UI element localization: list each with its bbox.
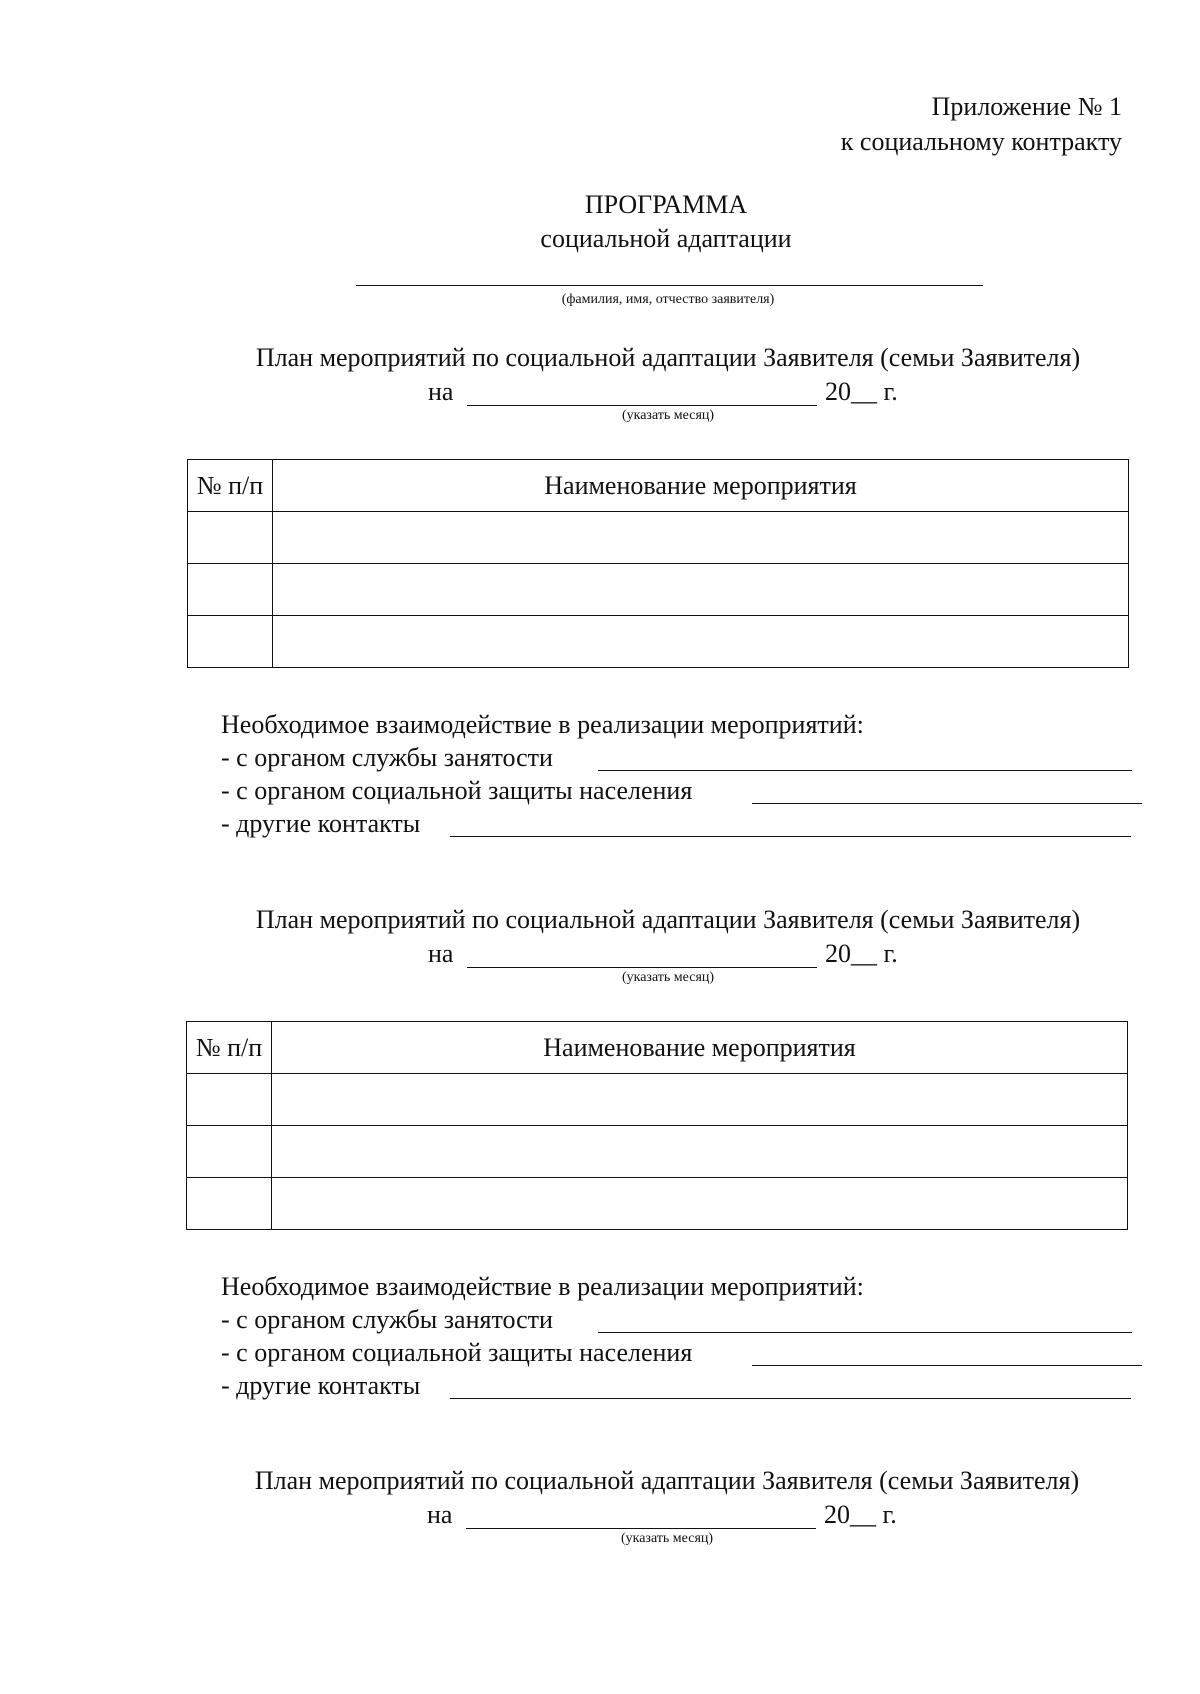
table-cell-number[interactable]	[188, 616, 273, 668]
plan-activities-table	[186, 1021, 1128, 1230]
applicant-name-field[interactable]	[356, 285, 983, 286]
applicant-name-caption: (фамилия, имя, отчество заявителя)	[561, 292, 775, 307]
column-header-activity: Наименование мероприятия	[273, 460, 1129, 512]
interaction-employment-field[interactable]	[598, 1332, 1132, 1333]
appendix-contract-ref: к социальному контракту	[840, 127, 1122, 156]
table-cell-activity[interactable]	[273, 616, 1129, 668]
table-cell-number[interactable]	[187, 1126, 272, 1178]
plan-month-field[interactable]	[467, 967, 817, 968]
table-row	[187, 1074, 1128, 1126]
table-cell-activity[interactable]	[272, 1074, 1128, 1126]
table-row	[188, 512, 1129, 564]
interaction-other-field[interactable]	[450, 1398, 1131, 1399]
interaction-employment-label: - с органом службы занятости	[221, 1305, 553, 1334]
plan-activities-table	[187, 459, 1129, 668]
interaction-title: Необходимое взаимодействие в реализации мероприятий:	[221, 1272, 864, 1301]
document-title: ПРОГРАММА	[584, 190, 748, 219]
interaction-other-field[interactable]	[450, 836, 1131, 837]
interaction-social-label: - с органом социальной защиты населения	[221, 1338, 693, 1367]
plan-period-prefix: на	[427, 1500, 453, 1529]
table-row	[188, 616, 1129, 668]
plan-heading: План мероприятий по социальной адаптации Заявителя (семьи Заявителя)	[255, 343, 1081, 372]
interaction-other-label: - другие контакты	[221, 809, 421, 838]
table-header-row	[188, 460, 1129, 512]
table-cell-number[interactable]	[188, 564, 273, 616]
plan-month-field[interactable]	[467, 405, 817, 406]
table-cell-activity[interactable]	[273, 512, 1129, 564]
column-header-activity: Наименование мероприятия	[272, 1022, 1128, 1074]
plan-period-prefix: на	[428, 939, 454, 968]
plan-heading: План мероприятий по социальной адаптации Заявителя (семьи Заявителя)	[255, 905, 1081, 934]
interaction-other-label: - другие контакты	[221, 1371, 421, 1400]
table-cell-activity[interactable]	[272, 1178, 1128, 1230]
interaction-title: Необходимое взаимодействие в реализации мероприятий:	[221, 710, 864, 739]
table-cell-number[interactable]	[188, 512, 273, 564]
document-subtitle: социальной адаптации	[540, 224, 792, 253]
interaction-social-field[interactable]	[752, 1365, 1142, 1366]
interaction-employment-label: - с органом службы занятости	[221, 743, 553, 772]
column-header-number: № п/п	[187, 1022, 272, 1074]
appendix-number: Приложение № 1	[931, 92, 1122, 121]
table-row	[187, 1178, 1128, 1230]
plan-year: 20__ г.	[824, 1500, 897, 1529]
plan-year: 20__ г.	[825, 377, 898, 406]
table-cell-number[interactable]	[187, 1178, 272, 1230]
table-cell-number[interactable]	[187, 1074, 272, 1126]
plan-month-caption: (указать месяц)	[621, 970, 715, 985]
column-header-number: № п/п	[188, 460, 273, 512]
plan-month-field[interactable]	[466, 1528, 816, 1529]
interaction-social-label: - с органом социальной защиты населения	[221, 776, 693, 805]
plan-year: 20__ г.	[825, 939, 898, 968]
table-cell-activity[interactable]	[273, 564, 1129, 616]
interaction-social-field[interactable]	[752, 803, 1142, 804]
interaction-employment-field[interactable]	[598, 770, 1132, 771]
plan-month-caption: (указать месяц)	[621, 408, 715, 423]
table-row	[187, 1126, 1128, 1178]
plan-period-prefix: на	[428, 377, 454, 406]
table-row	[188, 564, 1129, 616]
table-cell-activity[interactable]	[272, 1126, 1128, 1178]
plan-heading: План мероприятий по социальной адаптации Заявителя (семьи Заявителя)	[254, 1466, 1080, 1495]
plan-month-caption: (указать месяц)	[620, 1531, 714, 1546]
table-header-row	[187, 1022, 1128, 1074]
